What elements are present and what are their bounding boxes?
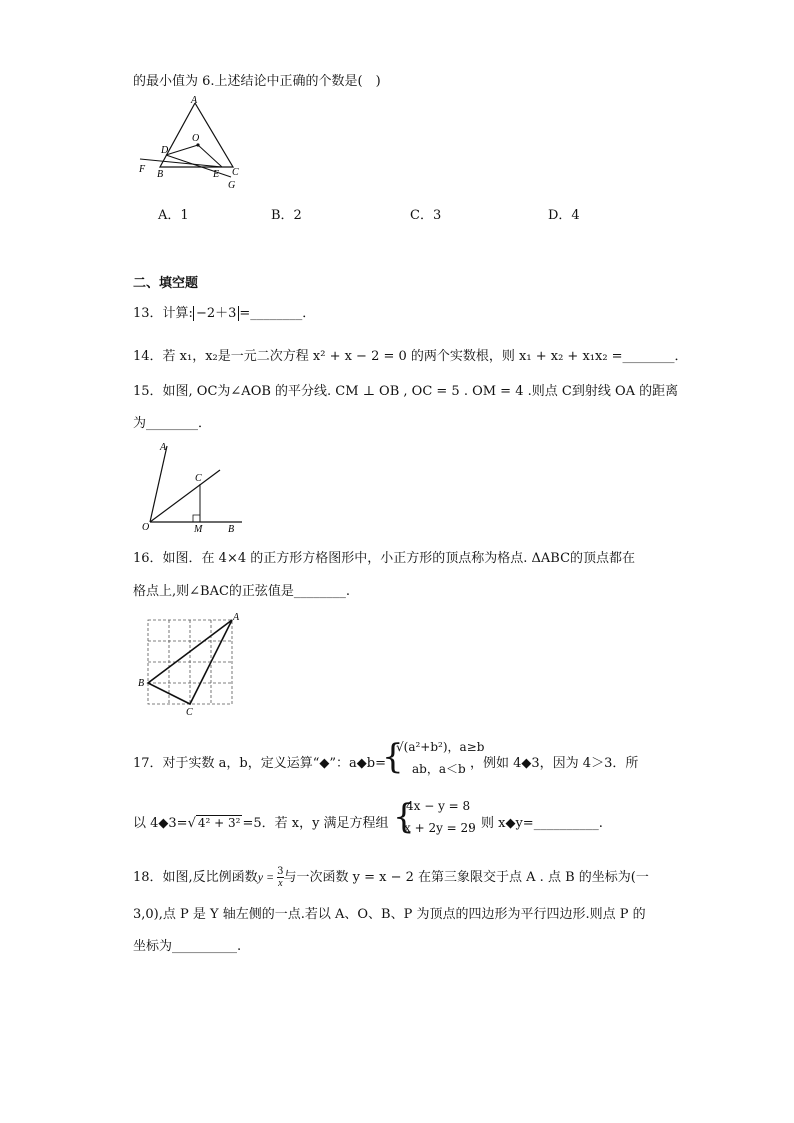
q18-line3: 坐标为__________. [133,939,242,954]
q15-label-b: B [228,524,235,535]
q17-line2-b: =5．若 x，y 满足方程组 [242,816,389,831]
q16-label-a: A [233,612,240,623]
q12-label-a: A [191,95,198,106]
q16-line1: 16．如图．在 4×4 的正方形方格图形中，小正方形的顶点称为格点. ΔABC的顶点都在 [133,551,636,566]
q13-text: 13．计算: [133,306,193,321]
q16-label-c: C [186,707,193,718]
q13-line [133,302,315,321]
section-title: 二、填空题 [133,276,199,291]
q15-label-a: A [160,442,167,453]
q12-triangle-figure [135,95,255,205]
q16-grid-figure [138,612,248,717]
q16-label-b: B [138,678,145,689]
q12-label-g: G [228,180,236,191]
q17-line2-a: 以 4◆3= [133,816,188,831]
q17-line2: 以 4◆3=√ 4² + 3² =5．若 x，y 满足方程组 [133,816,389,831]
q17-brace: { [382,737,404,777]
q17-lead: 17．对于实数 a，b，定义运算“◆”：a◆b= [133,756,386,771]
q17-tail: ，例如 4◆3，因为 4＞3．所 [470,756,639,771]
q17-sqrt-expr: 4² + 3² [197,816,241,830]
q17-system-brace: { [393,797,415,837]
q17-eq2: x + 2y = 29 [404,821,476,835]
q15-line2: 为________． [133,416,212,431]
q12-label-f: F [139,164,146,175]
q12-label-d: D [161,145,169,156]
q14-line: 14．若 x₁，x₂是一元二次方程 x² + x − 2 = 0 的两个实数根，则 x₁ + x₂ + x₁x₂ =________． [133,349,688,364]
q16-line2: 格点上,则∠BAC的正弦值是________. [133,584,351,599]
choice-c[interactable]: C．3 [410,208,442,223]
choice-b[interactable]: B．2 [271,208,302,223]
q12-label-b: B [157,169,164,180]
q15-line1: 15．如图, OC为∠AOB 的平分线. CM ⊥ OB , OC = 5 . OM = 4 .则点 C到射线 OA 的距离 [133,384,679,399]
q15-angle-figure [140,440,250,535]
q17-case1: √(a²+b²)，a≥b [396,740,485,754]
choice-a[interactable]: A．1 [158,208,189,223]
q18-line1-a: 18．如图,反比例函数 [133,870,258,885]
q13-tail: =________． [239,306,316,321]
q17-eq1: 4x − y = 8 [406,799,471,813]
q12-label-c: C [232,167,239,178]
q15-label-o: O [142,522,150,533]
q17-case2: ab，a＜b [412,762,466,776]
q17-line2-c: ，则 x◆y=__________. [468,816,603,831]
q12-label-o: O [192,133,200,144]
q15-label-c: C [195,473,202,484]
q18-frac-num: 3 [277,866,284,877]
q18-line1-b: y = [257,870,278,884]
q18-line2: 3,0),点 P 是 Y 轴左侧的一点.若以 A、O、B、P 为顶点的四边形为平行四边形.则点 P 的 [133,907,646,922]
q12-tail-text: 的最小值为 6.上述结论中正确的个数是( ) [133,74,381,89]
q12-label-e: E [213,169,220,180]
choice-d[interactable]: D．4 [548,208,580,223]
q15-label-m: M [194,524,203,535]
q18-line1 [133,866,649,889]
q13-abs-expr: −2＋3 [193,306,239,321]
q18-line1-c: 与一次函数 y = x − 2 在第三象限交于点 A . 点 B 的坐标为(一 [283,870,649,885]
q18-frac-den: x [278,878,283,889]
